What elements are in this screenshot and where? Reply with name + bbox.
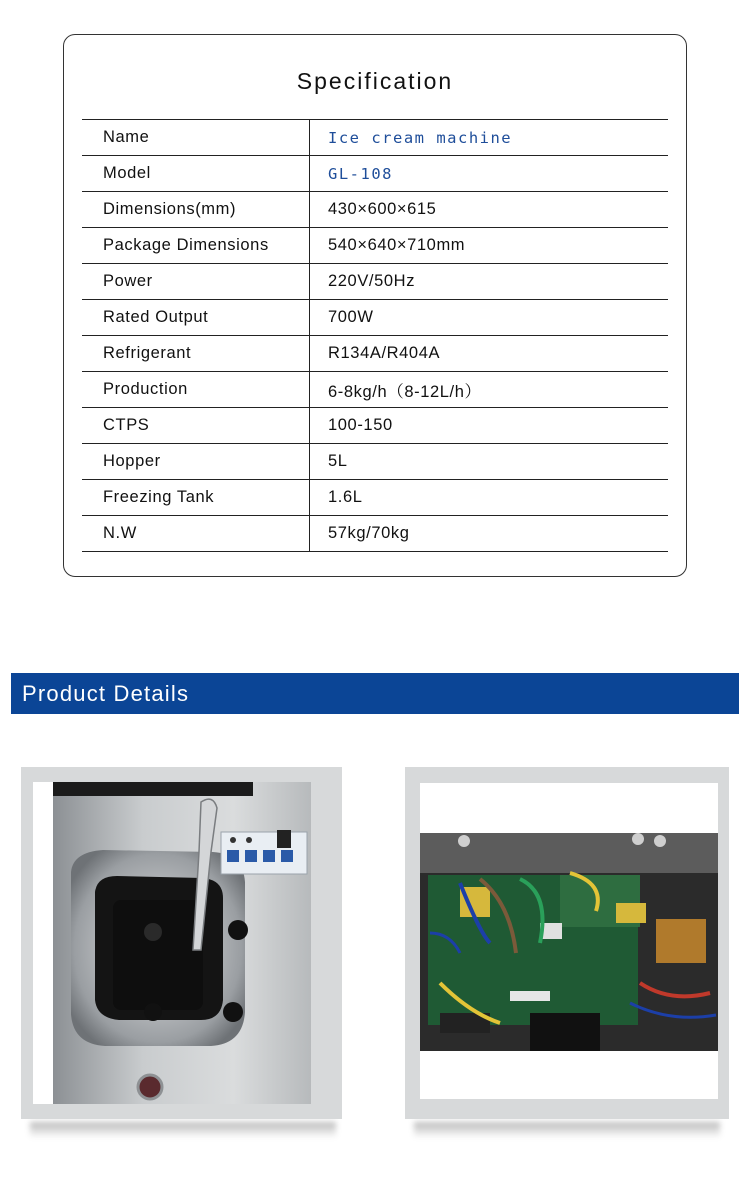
spec-value: 57kg/70kg [310,516,669,552]
machine-icon [33,782,311,1104]
spec-value: GL-108 [310,156,669,192]
spec-row-net-weight [82,516,668,552]
spec-row-freezing-tank [82,480,668,516]
spec-row-power [82,264,668,300]
spec-value: 100-150 [310,408,669,444]
circuit-board-photo [420,783,718,1099]
specification-table [82,119,668,552]
spec-row-ctps [82,408,668,444]
spec-value: R134A/R404A [310,336,669,372]
spec-label: Package Dimensions [82,228,310,264]
product-details-heading: Product Details [11,673,739,714]
spec-value: 540×640×710mm [310,228,669,264]
spec-value: 5L [310,444,669,480]
spec-row-rated-output [82,300,668,336]
spec-label: Dimensions(mm) [82,192,310,228]
spec-label: Model [82,156,310,192]
photo-shadow [414,1122,720,1138]
circuit-board-icon [420,783,718,1099]
spec-label: Rated Output [82,300,310,336]
spec-value: 700W [310,300,669,336]
spec-row-hopper [82,444,668,480]
spec-value: 1.6L [310,480,669,516]
spec-label: N.W [82,516,310,552]
spec-value: 430×600×615 [310,192,669,228]
machine-photo [33,782,311,1104]
spec-value: 220V/50Hz [310,264,669,300]
spec-row-dimensions [82,192,668,228]
specification-title: Specification [296,68,454,94]
spec-value: Ice cream machine [310,120,669,156]
spec-row-production [82,372,668,408]
spec-label: Power [82,264,310,300]
spec-row-model [82,156,668,192]
spec-row-package-dimensions [82,228,668,264]
spec-label: Hopper [82,444,310,480]
spec-value: 6-8kg/h（8-12L/h） [310,372,669,408]
spec-label: Freezing Tank [82,480,310,516]
spec-label: Name [82,120,310,156]
spec-row-refrigerant [82,336,668,372]
photo-shadow [30,1122,336,1138]
spec-row-name [82,120,668,156]
spec-label: Refrigerant [82,336,310,372]
spec-label: Production [82,372,310,408]
spec-label: CTPS [82,408,310,444]
